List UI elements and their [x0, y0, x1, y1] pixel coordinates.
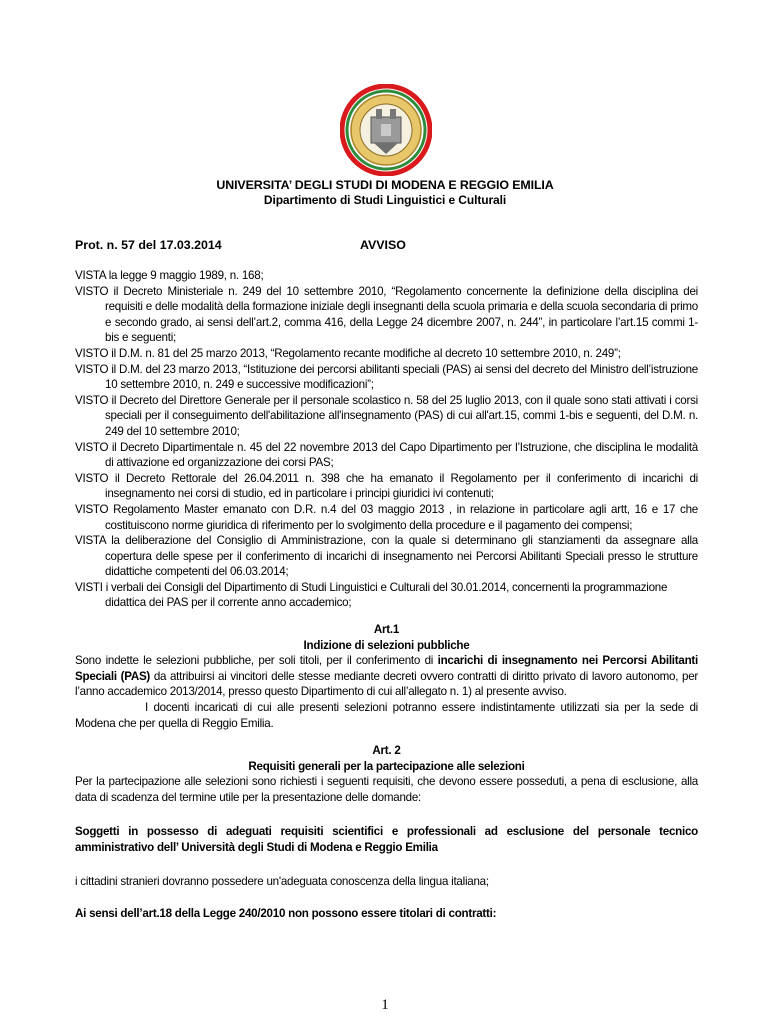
protocol-number: Prot. n. 57 del 17.03.2014	[75, 238, 222, 252]
visto-item: VISTI i verbali dei Consigli del Dipartimento di Studi Linguistici e Culturali del 30.01.2014, concernenti la programmazione didattica dei PAS per il corrente anno accademico;	[75, 580, 668, 610]
article-1-paragraph	[75, 653, 698, 700]
visto-item: VISTO il Decreto Rettorale del 26.04.2011 n. 398 che ha emanato il Regolamento per il conferimento di incarichi di insegnamento nei corsi di studio, ed in particolare i principi giuridici ivi contenuti;	[75, 471, 698, 501]
article-2	[75, 743, 698, 922]
university-seal-logo	[340, 84, 432, 176]
visto-item: VISTO il Decreto del Direttore Generale per il personale scolastico n. 58 del 25 luglio 2013, con il quale sono stati attivati i corsi speciali per il conseguimento dell'abilitazione all'insegnamento (PAS) di cui all'art.15, commi 1-bis e seguenti, del D.M. n. 249 del 10 settembre 2010;	[75, 393, 698, 438]
article-2-title: Requisiti generali per la partecipazione alle selezioni	[248, 759, 525, 773]
article-2-paragraph: Per la partecipazione alle selezioni sono richiesti i seguenti requisiti, che devono essere posseduti, a pena di esclusione, alla data di scadenza del termine utile per la presentazione delle domande:	[75, 775, 698, 804]
article-1-text-end: da attribuirsi ai vincitori delle stesse mediante decreti ovvero contratti di diritto privato di lavoro autonomo, per l’anno accademico 2013/2014, presso questo Dipartimento di cui all’allegato n. 1) al presente avviso.	[75, 669, 698, 699]
visto-item: VISTO il D.M. del 23 marzo 2013, “Istituzione dei percorsi abilitanti speciali (PAS) ai sensi del decreto del Ministro dell’istruzione 10 settembre 2010, n. 249 e successive modificazioni”;	[75, 362, 698, 392]
article-2-requirements: Soggetti in possesso di adeguati requisiti scientifici e professionali ad esclusione del personale tecnico amministrativo dell’ Università degli Studi di Modena e Reggio Emilia	[75, 825, 698, 854]
visto-item: VISTA la legge 9 maggio 1989, n. 168;	[75, 269, 264, 282]
visto-item: VISTO il Decreto Ministeriale n. 249 del 10 settembre 2010, “Regolamento concernente la definizione della disciplina dei requisiti e delle modalità della formazione iniziale degli insegnanti della scuola primaria e della scuola secondaria di primo e secondo grado, ai sensi dell’art.2, comma 416, della Legge 24 dicembre 2007, n. 244”, in particolare l’art.15 commi 1-bis e seguenti;	[75, 284, 698, 345]
visto-item: VISTO Regolamento Master emanato con D.R. n.4 del 03 maggio 2013 , in relazione in particolare agli artt, 16 e 17 che costituiscono norme giuridica di riferimento per lo svolgimento della procedure e il pagamento dei compensi;	[75, 502, 698, 532]
article-2-exclusions: Ai sensi dell’art.18 della Legge 240/2010 non possono essere titolari di contratti:	[75, 907, 497, 921]
article-1-paragraph-2: I docenti incaricati di cui alle presenti selezioni potranno essere indistintamente utilizzati sia per la sede di Modena che per quella di Reggio Emilia.	[75, 700, 698, 730]
department-name: Dipartimento di Studi Linguistici e Culturali	[263, 193, 507, 207]
notice-title: AVVISO	[360, 238, 406, 252]
article-2-foreign-citizens: i cittadini stranieri dovranno possedere un'adeguata conoscenza della lingua italiana;	[75, 874, 489, 888]
visto-item: VISTO il Decreto Dipartimentale n. 45 del 22 novembre 2013 del Capo Dipartimento per l’Istruzione, che disciplina le modalità di attivazione ed organizzazione dei corsi PAS;	[75, 440, 698, 470]
article-1-title: Indizione di selezioni pubbliche	[303, 638, 470, 652]
article-1-bold-text: incarichi di insegnamento nei Percorsi Abilitanti Speciali (PAS)	[75, 654, 698, 683]
visto-item: VISTO il D.M. n. 81 del 25 marzo 2013, “Regolamento recante modifiche al decreto 10 settembre 2010, n. 249”;	[75, 346, 621, 360]
article-1-number: Art.1	[373, 623, 400, 636]
article-2-number: Art. 2	[372, 744, 401, 757]
article-1-text: Sono indette le selezioni pubbliche, per soli titoli, per il conferimento di	[75, 654, 438, 668]
article-1	[75, 622, 698, 731]
page-number: 1	[381, 997, 389, 1013]
visti-list	[75, 268, 698, 611]
university-name: UNIVERSITA’ DEGLI STUDI DI MODENA E REGGIO EMILIA	[216, 178, 554, 192]
visto-item: VISTA la deliberazione del Consiglio di Amministrazione, con la quale si determinano gli stanziamenti da assegnare alla copertura delle spese per il conferimento di incarichi di insegnamento nei Percorsi Abilitanti Speciali presso le strutture didattiche competenti del 06.03.2014;	[75, 534, 698, 579]
